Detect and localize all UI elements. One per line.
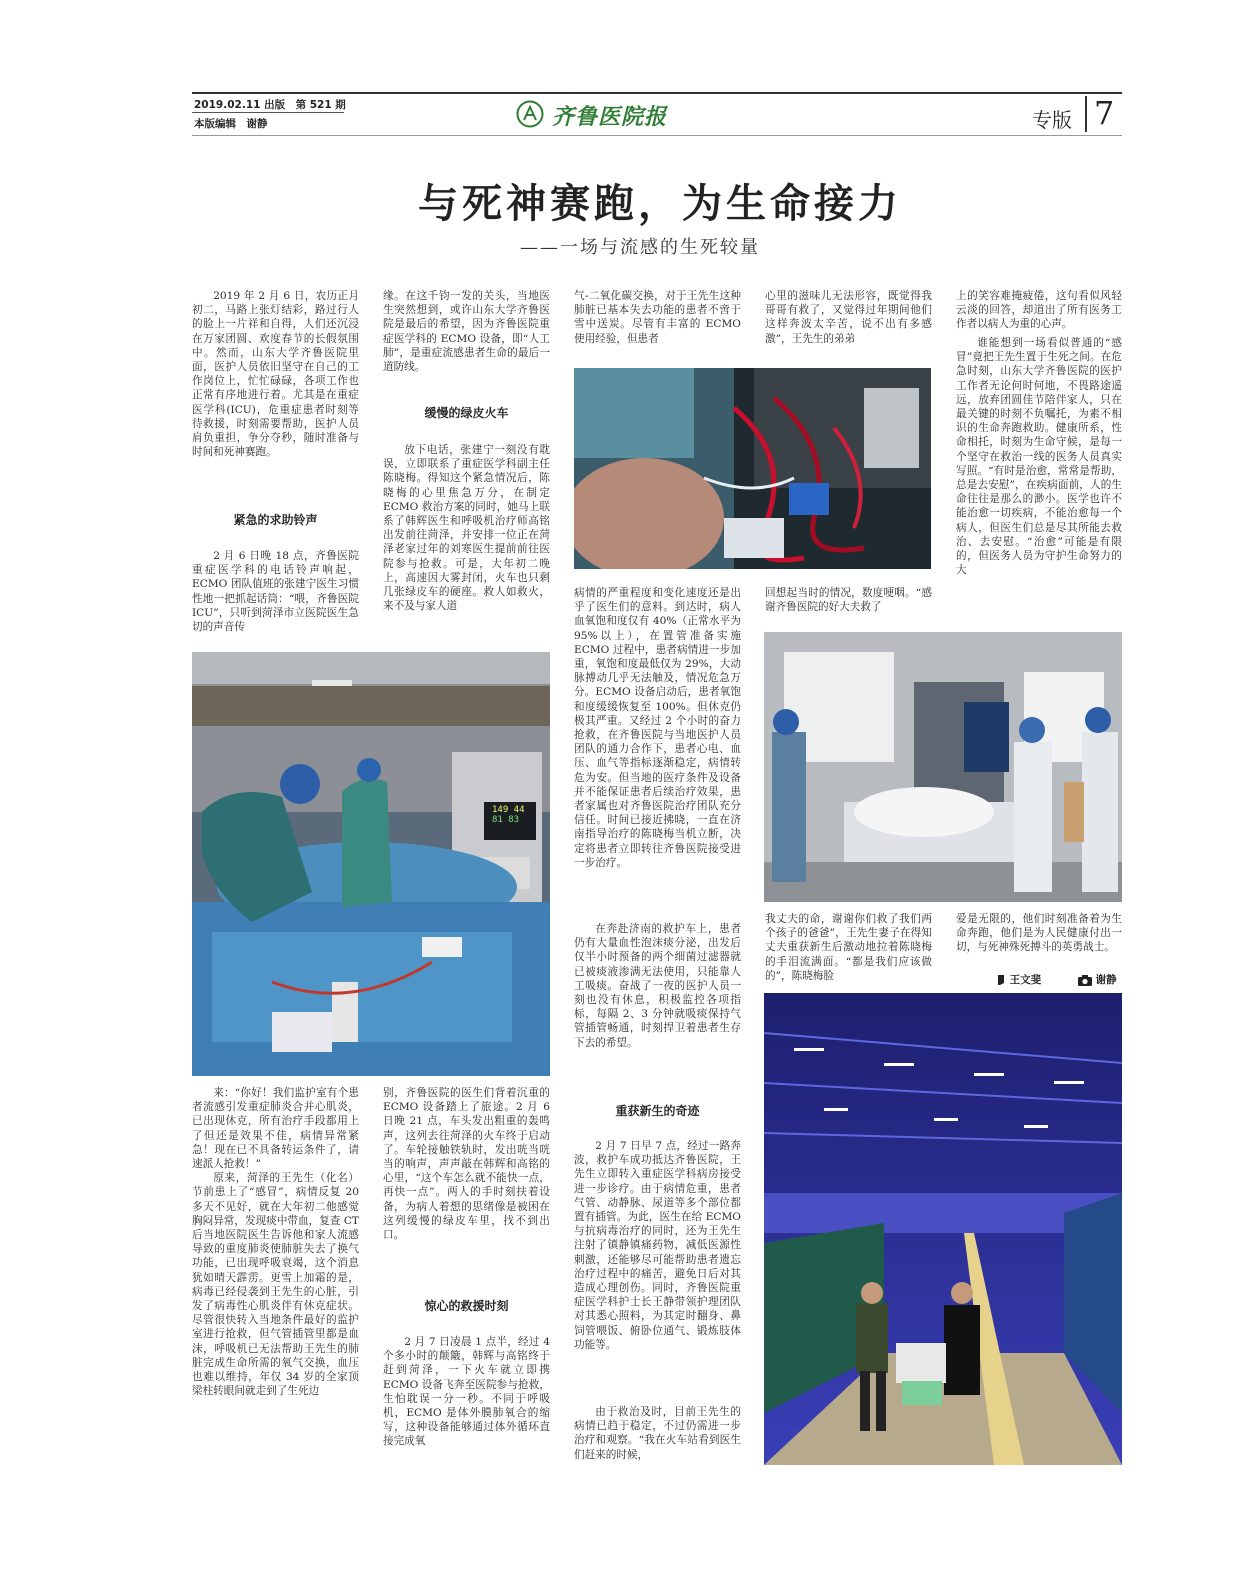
photo-icu-rescue <box>192 652 550 1076</box>
monitor-line-2: 81 83 <box>492 815 520 825</box>
section-label: 专版 <box>1032 108 1072 132</box>
col4-top <box>765 289 932 351</box>
paragraph: 2 月 7 日早 7 点，经过一路奔波，救护车成功抵达齐鲁医院，王先生立即转入重症医学科病房接受进一步诊疗。由于病情危重，患者气管、动静脉、尿道等多个部位都置有插管。为此，医生在给 ECMO 与抗病毒治疗的同时，还为王先生注射了镇静镇痛药物，减低医源性刺激，还能够尽可能帮助患者遗忘治疗过程中的痛苦，避免日后对其造成心理创伤。同时，齐鲁医院重症医学科护士长王静带领护理团队对其悉心照料，为其定时翻身、鼻饲管喂饭、俯卧位通气、锻炼肢体功能等。 <box>574 1140 741 1351</box>
col1-s1 <box>192 549 359 649</box>
subheading-4: 重获新生的奇迹 <box>615 1104 700 1118</box>
paragraph: 病情的严重程度和变化速度还是出乎了医生们的意料。到达时，病人血氧饱和度仅有 40%（正常水平为 95%以上），在置管准备实施 ECMO 过程中，患者病情进一步加重，氧饱和度最低仅为 29%，大动脉搏动几乎无法触及，情况危急万分。ECMO 设备启动后，患者氧饱和度缓缓恢复至 100%。但休克仍极其严重。又经过 2 个小时的奋力抢救，在齐鲁医院与当地医护人员团队的通力合作下，患者心电、血压、血气等指标逐渐稳定，病情转危为安。但当地的医疗条件及设备并不能保证患者后续治疗效果，患者家属也对齐鲁医院治疗团队充分信任。时间已接近拂晓，一直在济南指导治疗的陈晓梅当机立断，决定将患者立即转往齐鲁医院接受进一步治疗。 <box>574 587 741 869</box>
col5-bottom <box>956 912 1122 972</box>
article-title: 与死神赛跑，为生命接力 <box>418 180 902 227</box>
photo-train-station <box>764 993 1122 1465</box>
subheading-3: 惊心的救援时刻 <box>424 1299 509 1313</box>
col2-bottom <box>383 1086 550 1276</box>
article-subtitle: ——一场与流感的生死较量 <box>520 237 760 258</box>
masthead-logo <box>516 100 686 130</box>
paragraph: 心里的滋味儿无法形容，既觉得我哥哥有救了，又觉得过年期间他们这样奔波太辛苦，说不出有多感激”，王先生的弟弟 <box>765 290 932 345</box>
photo-ecmo-device <box>574 368 931 569</box>
paragraph: 回想起当时的情况，数度哽咽。“感谢齐鲁医院的好大夫救了 <box>765 587 932 614</box>
monitor-readout <box>492 805 536 825</box>
col3-top <box>574 289 741 351</box>
paragraph: 在奔赴济南的救护车上，患者仍有大量血性泡沫痰分泌，出发后仅半小时预备的两个细菌过滤器就已被痰液渗满无法使用，只能靠人工吸痰。奋战了一夜的医护人员一刻也没有休息，积极监控各项指标，每隔 2、3 分钟就吸痰保持气管插管畅通，时刻捍卫着患者生存下去的希望。 <box>574 923 741 1049</box>
photographer-name: 谢静 <box>1095 974 1117 986</box>
subheading-1: 紧急的求助铃声 <box>233 513 318 527</box>
paragraph: 缘。在这千钧一发的关头，当地医生突然想到，或许山东大学齐鲁医院是最后的希望，因为齐鲁医院重症医学科的 ECMO 设备，即“人工肺”，是重症流感患者生命的最后一道防线。 <box>383 290 550 374</box>
date-issue: 2019.02.11 出版 第 521 期 <box>194 99 346 111</box>
col5-mid <box>956 336 1122 618</box>
logo-text: 齐鲁医院报 <box>552 104 668 130</box>
subheading-2: 缓慢的绿皮火车 <box>424 406 509 420</box>
header-bottom-rule <box>192 135 1122 136</box>
col4-mid <box>765 586 932 618</box>
col1-intro <box>192 289 359 495</box>
paragraph: 原来，菏泽的王先生（化名）节前患上了“感冒”，病情反复 20 多天不见好，就在大年初二他感觉胸闷异常，发现痰中带血，复查 CT 后当地医院医生告诉他和家人流感导致的重度肺炎使肺脏失去了换气功能，已出现呼吸衰竭，这个消息犹如晴天霹雳。更雪上加霜的是，病毒已经侵袭到王先生的心脏，引发了病毒性心肌炎伴有休克症状。尽管很快转入当地条件最好的监护室进行抢救，但气管插管里都是血沫，呼吸机已无法帮助王先生的肺脏完成生命所需的氧气交换，血压也难以维持，年仅 34 岁的全家顶梁柱转眼间就走到了生死边 <box>192 1172 359 1398</box>
monitor-line-1: 149 44 <box>492 805 525 815</box>
paragraph: 来：“你好！我们监护室有个患者流感引发重症肺炎合并心肌炎，已出现休克，所有治疗手段都用上了但还是效果不佳，病情异常紧急！现在已不具备转运条件了，请速派人抢救！” <box>192 1087 359 1171</box>
paragraph: 放下电话，张建宁一刻没有耽误，立即联系了重症医学科副主任陈晓梅。得知这个紧急情况后，陈晓梅的心里焦急万分，在制定 ECMO 救治方案的同时，她马上联系了韩辉医生和呼吸机治疗师高铭出发前往菏泽，并安排一位正在菏泽老家过年的刘寒医生提前前往医院参与抢救。可是，大年初二晚上，高速因大雾封闭，火车也只剩几张绿皮车的硬座。救人如救火，来不及与家人道 <box>383 444 550 613</box>
col5-top <box>956 289 1122 337</box>
col4-bottom <box>765 912 932 992</box>
col2-s3 <box>383 1335 550 1465</box>
paragraph: 由于救治及时，目前王先生的病情已趋于稳定，不过仍需进一步治疗和观察。“我在火车站看到医生们赶来的时候， <box>574 1406 741 1461</box>
meta-rule <box>192 112 344 113</box>
camera-icon <box>1078 975 1092 986</box>
section-divider <box>1085 96 1087 132</box>
photo-medical-team <box>764 632 1122 902</box>
col3-mid <box>574 586 741 922</box>
top-rule <box>192 92 1122 94</box>
editor: 本版编辑 谢静 <box>194 118 268 130</box>
paragraph: 上的笑容难掩疲倦，这句看似风轻云淡的回答，却道出了所有医务工作者以病人为重的心声。 <box>956 290 1122 331</box>
paragraph: 2 月 7 日凌晨 1 点半，经过 4 个多小时的颠簸，韩辉与高铭终于赶到菏泽，一下火车就立即携 ECMO 设备飞奔至医院参与抢救，生怕耽误一分一秒。不同于呼吸机，ECMO 是体外膜肺氧合的缩写，这种设备能够通过体外循环直接完成氧 <box>383 1336 550 1448</box>
paragraph: 别，齐鲁医院的医生们背着沉重的 ECMO 设备踏上了旅途。2 月 6 日晚 21 点，车头发出粗重的轰鸣声，这列去往菏泽的火车终于启动了。车轮接触铁轨时，发出咣当咣当的响声，声声敲在韩辉和高铭的心里，“这个车怎么就不能快一点，再快一点”。两人的手时刻扶着设备，为病人着想的思绪像是被困在这列缓慢的绿皮车里，找不到出口。 <box>383 1087 550 1242</box>
writer-name: 王文斐 <box>1009 974 1042 986</box>
paragraph: 我丈夫的命，谢谢你们救了我们两个孩子的爸爸”，王先生妻子在得知丈夫重获新生后激动地拉着陈晓梅的手泪流满面。“都是我们应该做的”，陈晓梅脸 <box>765 913 932 982</box>
col3-mid2 <box>574 922 741 1078</box>
col1-bottom <box>192 1086 359 1476</box>
col3-s4 <box>574 1139 741 1401</box>
writer-credit <box>996 972 1041 987</box>
paragraph: 2019 年 2 月 6 日，农历正月初二，马路上张灯结彩，路过行人的脸上一片祥和自得，人们还沉浸在万家团圆、欢度春节的长假氛围中。然而，山东大学齐鲁医院里面，医护人员依旧坚守在自己的工作岗位上，忙忙碌碌，各项工作也正常有序地进行着。尤其是在重症医学科(ICU)，危重症患者时刻等待救援，时刻需要帮助，医护人员肩负重担，争分夺秒，随时准备与时间和死神赛跑。 <box>192 290 359 459</box>
paragraph: 谁能想到一场看似普通的“感冒”竟把王先生置于生死之间。在危急时刻，山东大学齐鲁医院的医护工作者无论何时何地，不畏路途遥远，放弃团圆佳节陪伴家人，只在最关键的时刻不负嘱托，为素不相识的生命奔跑救助。健康所系，性命相托，时刻为生命守候，是每一个坚守在救治一线的医务人员真实写照。“有时是治愈，常常是帮助，总是去安慰”，在疾病面前，人的生命往往是那么的渺小。医学也许不能治愈一切疾病，不能治愈每一个病人，但医生们总是尽其所能去救治、去安慰。“治愈”可能是有限的，但医务人员为守护生命努力的大 <box>956 337 1122 577</box>
col3-s4b <box>574 1405 741 1465</box>
page-number: 7 <box>1094 94 1115 132</box>
col2-mid <box>383 443 550 648</box>
photographer-credit <box>1078 972 1117 987</box>
col2-top <box>383 289 550 385</box>
pen-icon <box>996 974 1006 986</box>
paragraph: 爱是无限的，他们时刻准备着为生命奔跑，他们是为人民健康付出一切，与死神殊死搏斗的英勇战士。 <box>956 913 1122 954</box>
paragraph: 气-二氧化碳交换，对于王先生这种肺脏已基本失去功能的患者不啻于雪中送炭。尽管有丰富的 ECMO 使用经验，但患者 <box>574 290 741 345</box>
hospital-emblem-icon <box>516 100 544 128</box>
paragraph: 2 月 6 日晚 18 点，齐鲁医院重症医学科的电话铃声响起，ECMO 团队值班的张建宁医生习惯性地一把抓起话筒：“喂，齐鲁医院 ICU”，只听到菏泽市立医院医生急切的声音传 <box>192 550 359 634</box>
